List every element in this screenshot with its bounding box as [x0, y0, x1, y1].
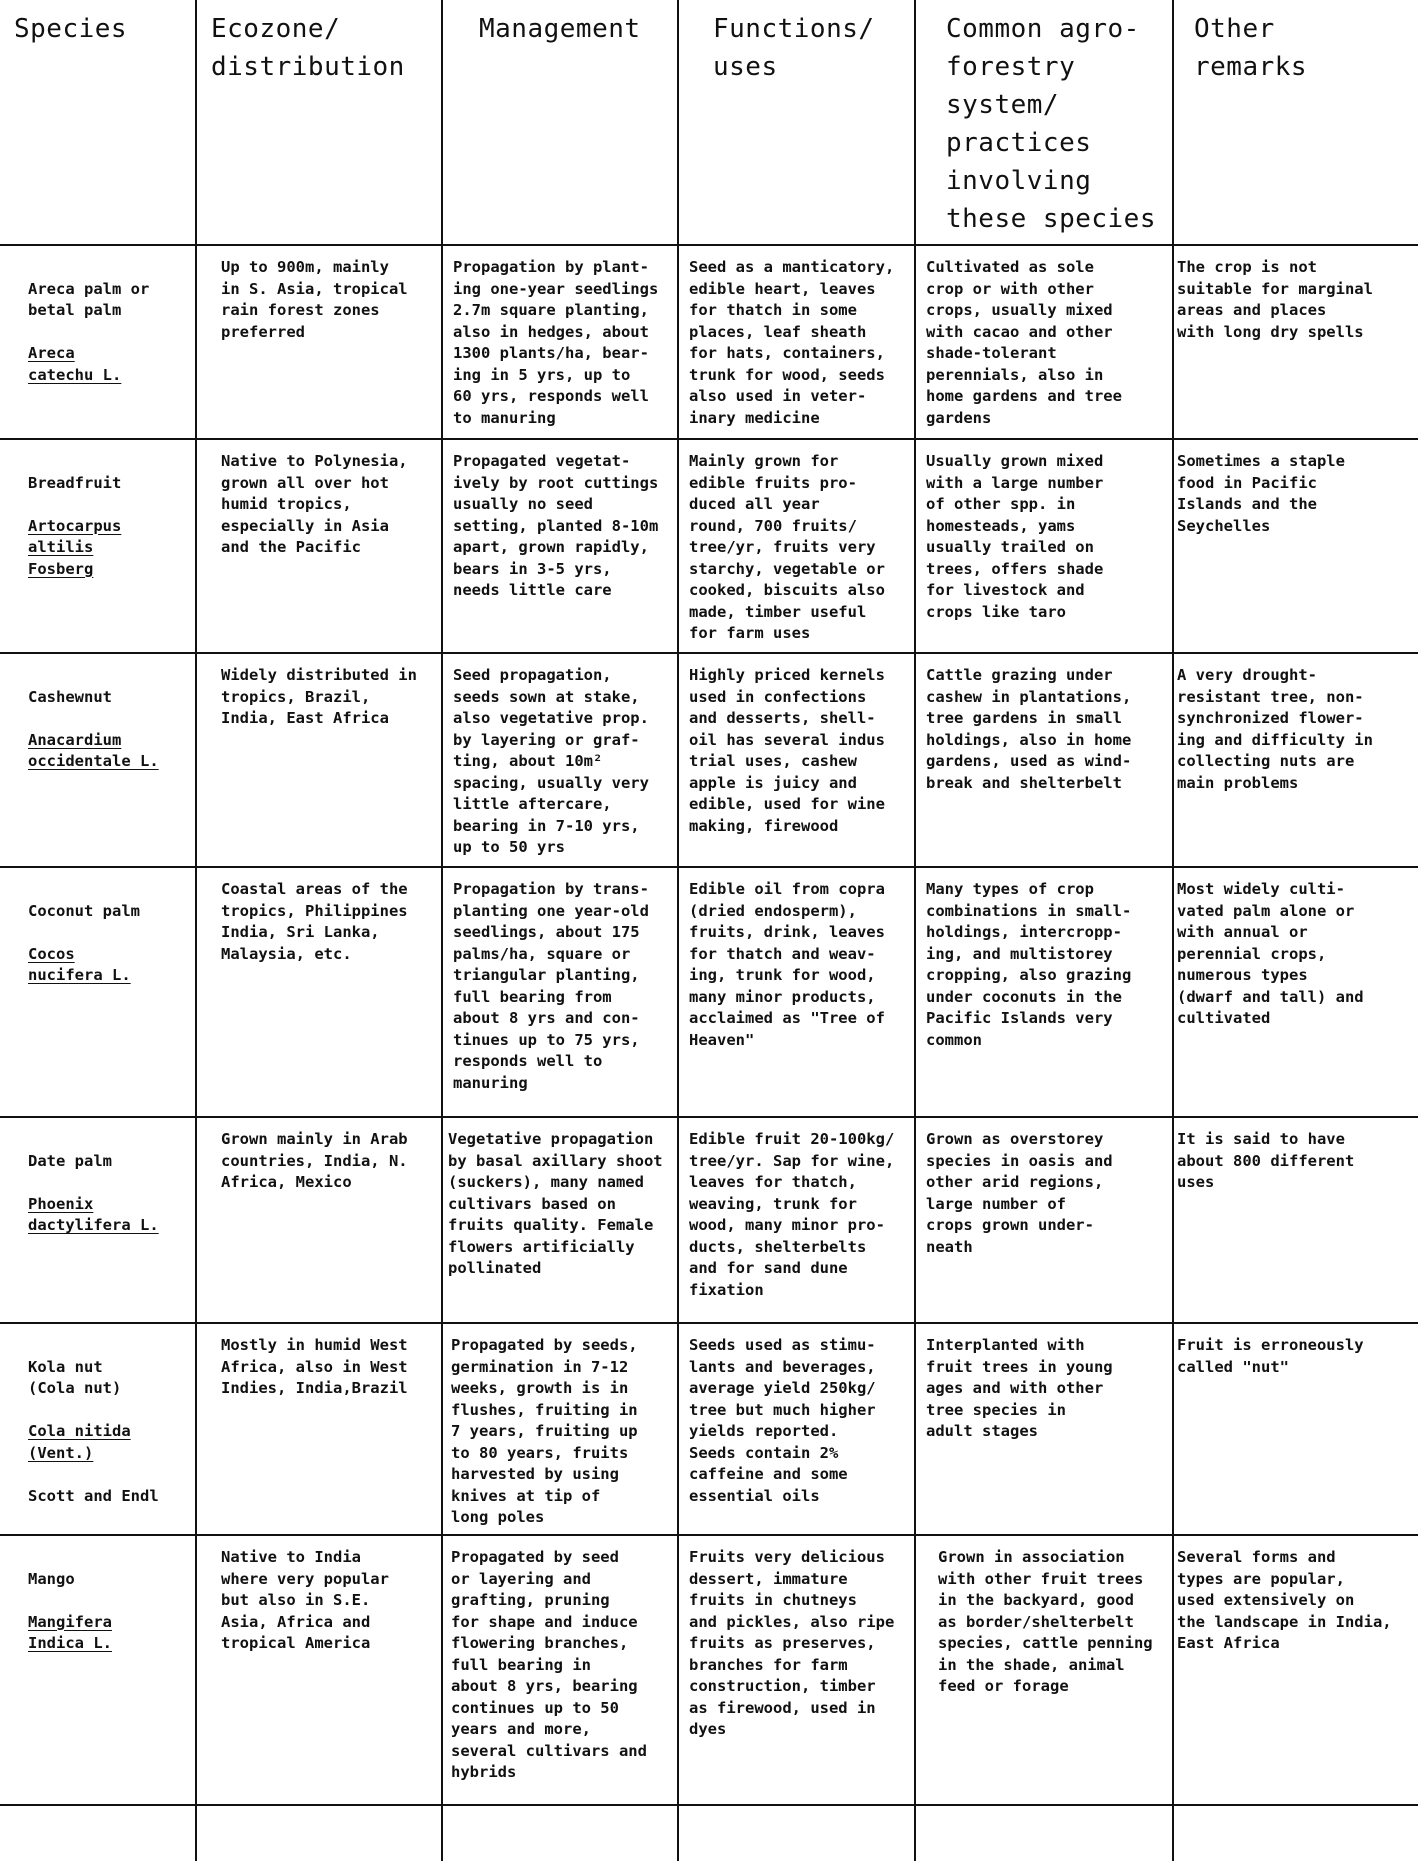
system-cell: Grown as overstorey species in oasis and other arid regions, large number of crops grown under- neath [915, 1117, 1173, 1323]
header-functions: Functions/ uses [678, 0, 915, 245]
species-latin-name: Phoenix dactylifera L. [28, 1194, 159, 1234]
table-row [0, 653, 1418, 867]
species-common-name: Coconut palm [28, 901, 140, 920]
remarks-cell: Several forms and types are popular, used extensively on the landscape in India, East Africa [1173, 1535, 1418, 1805]
header-remarks: Other remarks [1173, 0, 1418, 245]
remarks-cell: Sometimes a staple food in Pacific Islands and the Seychelles [1173, 439, 1418, 653]
functions-cell: Fruits very delicious dessert, immature fruits in chutneys and pickles, also ripe fruits as preserves, branches for farm construction, timber as firewood, used in dyes [678, 1535, 915, 1805]
header-system: Common agro- forestry system/ practices involving these species [915, 0, 1173, 245]
species-cell [0, 1323, 196, 1535]
table-row [0, 1535, 1418, 1805]
remarks-cell: It is said to have about 800 different uses [1173, 1117, 1418, 1323]
header-row [0, 0, 1418, 245]
remarks-cell: Most widely culti- vated palm alone or with annual or perennial crops, numerous types (dwarf and tall) and cultivated [1173, 867, 1418, 1117]
species-author: Scott and Endl [28, 1486, 159, 1505]
empty-cell [1173, 1805, 1418, 1861]
ecozone-cell: Grown mainly in Arab countries, India, N. Africa, Mexico [196, 1117, 442, 1323]
species-latin-name: Cola nitida (Vent.) [28, 1422, 131, 1462]
header-ecozone: Ecozone/ distribution [196, 0, 442, 245]
management-cell: Propagated by seeds, germination in 7-12 weeks, growth is in flushes, fruiting in 7 years, fruiting up to 80 years, fruits harvested by using knives at tip of long poles [442, 1323, 678, 1535]
system-cell: Usually grown mixed with a large number of other spp. in homesteads, yams usually trailed on trees, offers shade for livestock and crops like taro [915, 439, 1173, 653]
ecozone-cell: Up to 900m, mainly in S. Asia, tropical rain forest zones preferred [196, 245, 442, 439]
empty-cell [678, 1805, 915, 1861]
species-cell [0, 1117, 196, 1323]
functions-cell: Seeds used as stimu- lants and beverages, average yield 250kg/ tree but much higher yields reported. Seeds contain 2% caffeine and some essential oils [678, 1323, 915, 1535]
header-species: Species [0, 0, 196, 245]
empty-cell [0, 1805, 196, 1861]
empty-row [0, 1805, 1418, 1861]
remarks-cell: Fruit is erroneously called "nut" [1173, 1323, 1418, 1535]
table-row [0, 1323, 1418, 1535]
species-common-name: Cashewnut [28, 687, 112, 706]
species-common-name: Mango [28, 1569, 75, 1588]
table-row [0, 1117, 1418, 1323]
functions-cell: Edible fruit 20-100kg/ tree/yr. Sap for wine, leaves for thatch, weaving, trunk for wood, many minor pro- ducts, shelterbelts and for sand dune fixation [678, 1117, 915, 1323]
management-cell: Propagated by seed or layering and grafting, pruning for shape and induce flowering branches, full bearing in about 8 yrs, bearing continues up to 50 years and more, several cultivars and hybrids [442, 1535, 678, 1805]
management-cell: Vegetative propagation by basal axillary shoot (suckers), many named cultivars based on fruits quality. Female flowers artificially pollinated [442, 1117, 678, 1323]
table-row [0, 439, 1418, 653]
system-cell: Interplanted with fruit trees in young ages and with other tree species in adult stages [915, 1323, 1173, 1535]
species-latin-name: Cocos nucifera L. [28, 944, 131, 984]
system-cell: Grown in association with other fruit trees in the backyard, good as border/shelterbelt species, cattle penning in the shade, animal feed or forage [915, 1535, 1173, 1805]
management-cell: Seed propagation, seeds sown at stake, also vegetative prop. by layering or graf- ting, about 10m² spacing, usually very little aftercare, bearing in 7-10 yrs, up to 50 yrs [442, 653, 678, 867]
remarks-cell: A very drought- resistant tree, non- synchronized flower- ing and difficulty in collecting nuts are main problems [1173, 653, 1418, 867]
system-cell: Cattle grazing under cashew in plantations, tree gardens in small holdings, also in home gardens, used as wind- break and shelterbelt [915, 653, 1173, 867]
ecozone-cell: Widely distributed in tropics, Brazil, India, East Africa [196, 653, 442, 867]
species-cell [0, 439, 196, 653]
header-management: Management [442, 0, 678, 245]
species-latin-name: Anacardium occidentale L. [28, 730, 159, 770]
functions-cell: Highly priced kernels used in confections and desserts, shell- oil has several indus trial uses, cashew apple is juicy and edible, used for wine making, firewood [678, 653, 915, 867]
functions-cell: Seed as a manticatory, edible heart, leaves for thatch in some places, leaf sheath for hats, containers, trunk for wood, seeds also used in veter- inary medicine [678, 245, 915, 439]
species-cell [0, 245, 196, 439]
functions-cell: Mainly grown for edible fruits pro- duced all year round, 700 fruits/ tree/yr, fruits very starchy, vegetable or cooked, biscuits also made, timber useful for farm uses [678, 439, 915, 653]
species-common-name: Breadfruit [28, 473, 122, 492]
ecozone-cell: Native to Polynesia, grown all over hot humid tropics, especially in Asia and the Pacific [196, 439, 442, 653]
ecozone-cell: Mostly in humid West Africa, also in West Indies, India,Brazil [196, 1323, 442, 1535]
management-cell: Propagated vegetat- ively by root cuttings usually no seed setting, planted 8-10m apart, grown rapidly, bears in 3-5 yrs, needs little care [442, 439, 678, 653]
ecozone-cell: Native to India where very popular but also in S.E. Asia, Africa and tropical America [196, 1535, 442, 1805]
species-common-name: Date palm [28, 1151, 112, 1170]
functions-cell: Edible oil from copra (dried endosperm), fruits, drink, leaves for thatch and weav- ing, trunk for wood, many minor products, acclaimed as "Tree of Heaven" [678, 867, 915, 1117]
empty-cell [196, 1805, 442, 1861]
table-row [0, 245, 1418, 439]
management-cell: Propagation by trans- planting one year-old seedlings, about 175 palms/ha, square or triangular planting, full bearing from about 8 yrs and con- tinues up to 75 yrs, responds well to manuring [442, 867, 678, 1117]
species-cell [0, 867, 196, 1117]
species-cell [0, 1535, 196, 1805]
empty-cell [442, 1805, 678, 1861]
species-latin-name: Artocarpus altilis Fosberg [28, 516, 122, 578]
species-latin-name: Areca catechu L. [28, 344, 122, 384]
empty-cell [915, 1805, 1173, 1861]
ecozone-cell: Coastal areas of the tropics, Philippines India, Sri Lanka, Malaysia, etc. [196, 867, 442, 1117]
species-common-name: Kola nut (Cola nut) [28, 1357, 122, 1397]
remarks-cell: The crop is not suitable for marginal areas and places with long dry spells [1173, 245, 1418, 439]
species-common-name: Areca palm or betal palm [28, 279, 150, 319]
species-latin-name: Mangifera Indica L. [28, 1612, 112, 1652]
system-cell: Many types of crop combinations in small- holdings, intercropp- ing, and multistorey cropping, also grazing under coconuts in the Pacific Islands very common [915, 867, 1173, 1117]
system-cell: Cultivated as sole crop or with other crops, usually mixed with cacao and other shade-tolerant perennials, also in home gardens and tree gardens [915, 245, 1173, 439]
management-cell: Propagation by plant- ing one-year seedlings 2.7m square planting, also in hedges, about 1300 plants/ha, bear- ing in 5 yrs, up to 60 yrs, responds well to manuring [442, 245, 678, 439]
table-row [0, 867, 1418, 1117]
species-cell [0, 653, 196, 867]
